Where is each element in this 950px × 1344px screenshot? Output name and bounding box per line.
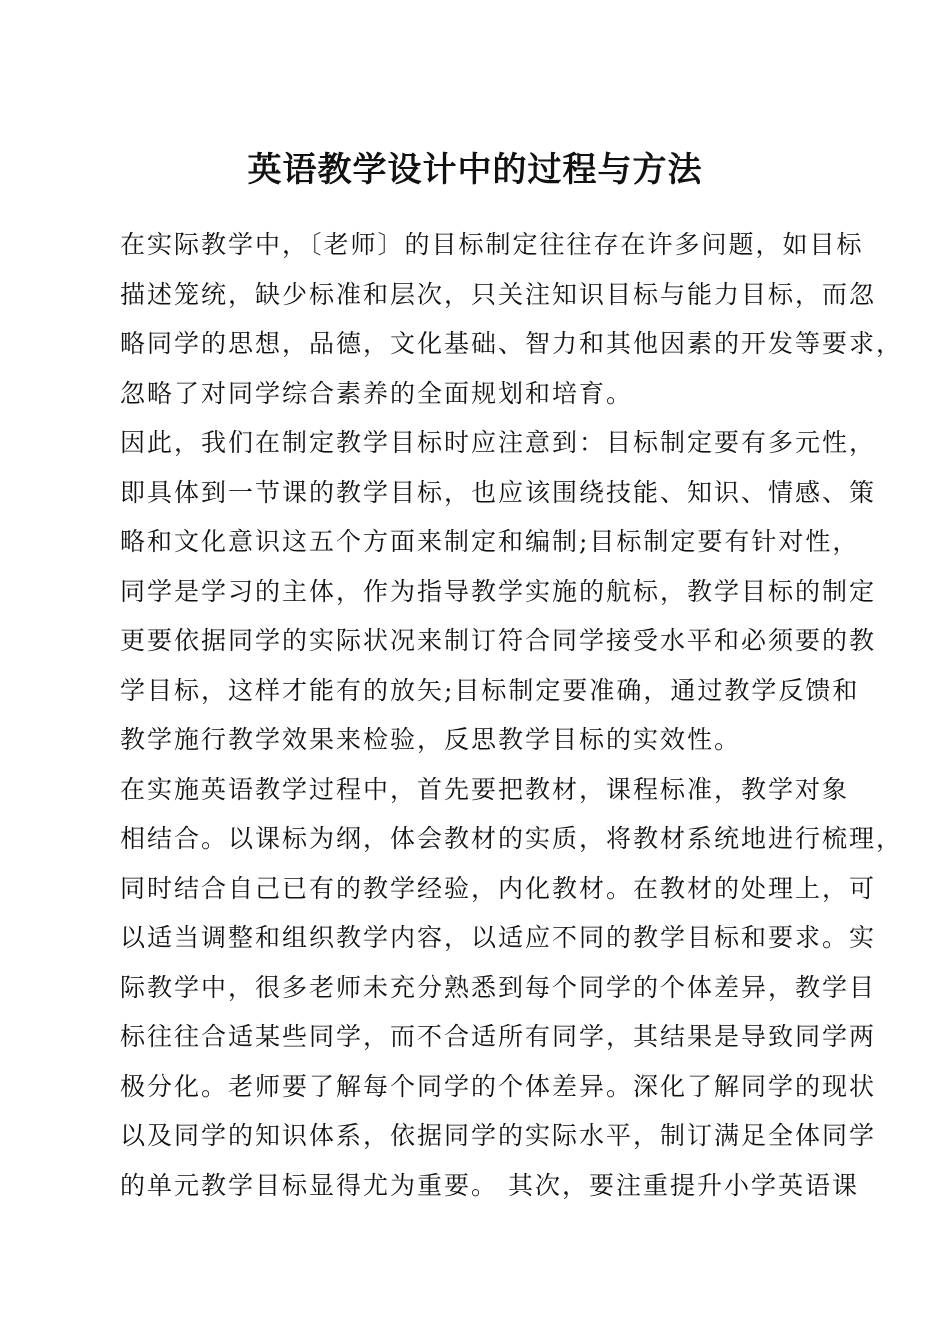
- body-line: 在实际教学中，〔老师〕的目标制定往往存在许多问题，如目标: [120, 230, 864, 259]
- body-line: 同时结合自己已有的教学经验，内化教材。在教材的处理上，可: [120, 873, 877, 903]
- body-line: 以适当调整和组织教学内容，以适应不同的教学目标和要求。实: [120, 923, 877, 952]
- body-line: 教学施行教学效果来检验，反思教学目标的实效性。: [120, 725, 742, 754]
- body-line: 际教学中，很多老师未充分熟悉到每个同学的个体差异，教学目: [120, 972, 877, 1002]
- document-body: [120, 220, 904, 1210]
- body-line: 更要依据同学的实际状况来制订符合同学接受水平和必须要的教: [120, 626, 877, 655]
- body-line: 的单元教学目标显得尤为重要。 其次，要注重提升小学英语课: [120, 1170, 859, 1200]
- body-line: 相结合。以课标为纲，体会教材的实质，将教材系统地进行梳理，: [120, 824, 904, 853]
- body-line: 以及同学的知识体系，依据同学的实际水平，制订满足全体同学: [120, 1121, 877, 1150]
- body-line: 极分化。老师要了解每个同学的个体差异。深化了解同学的现状: [120, 1071, 877, 1101]
- document-title: 英语教学设计中的过程与方法: [247, 150, 703, 190]
- body-line: 描述笼统，缺少标准和层次，只关注知识目标与能力目标，而忽: [120, 279, 877, 309]
- body-line: 学目标，这样才能有的放矢;目标制定要准确，通过教学反馈和: [120, 675, 860, 705]
- body-line: 略和文化意识这五个方面来制定和编制;目标制定要有针对性，: [120, 527, 860, 556]
- body-line: 略同学的思想，品德，文化基础、智力和其他因素的开发等要求，: [120, 329, 904, 358]
- body-line: 即具体到一节课的教学目标，也应该围绕技能、知识、情感、策: [120, 477, 877, 507]
- body-line: 忽略了对同学综合素养的全面规划和培育。: [120, 378, 634, 408]
- body-line: 因此，我们在制定教学目标时应注意到：目标制定要有多元性，: [120, 428, 877, 457]
- body-line: 标往往合适某些同学，而不合适所有同学，其结果是导致同学两: [120, 1022, 877, 1051]
- body-line: 在实施英语教学过程中，首先要把教材，课程标准，教学对象: [120, 774, 850, 804]
- body-line: 同学是学习的主体，作为指导教学实施的航标，教学目标的制定: [120, 576, 877, 606]
